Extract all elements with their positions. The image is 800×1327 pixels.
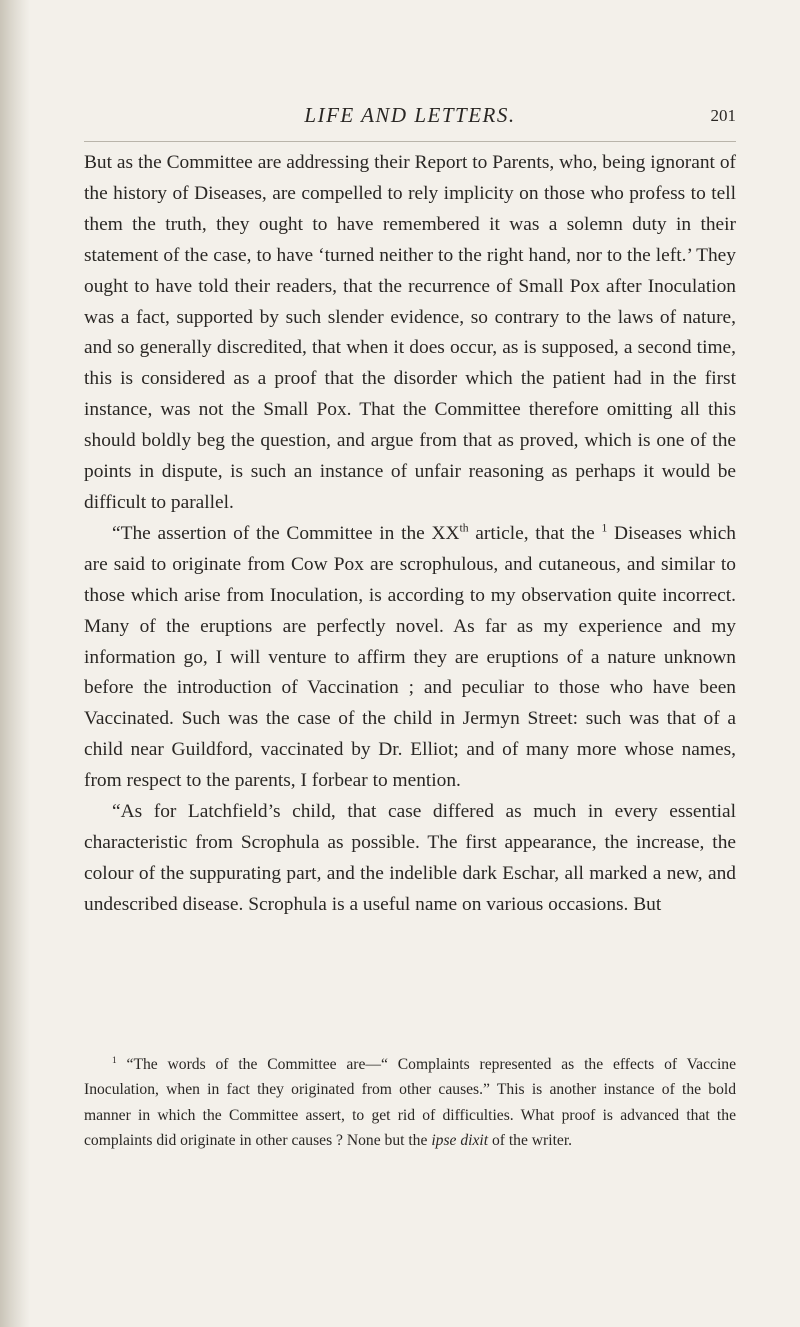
footnote-end: of the writer.	[488, 1132, 573, 1150]
running-title: LIFE AND LETTERS.	[304, 103, 516, 127]
footnotes	[84, 1052, 736, 1154]
footnote-mark: 1	[112, 1055, 117, 1066]
footnote-reference: 1	[601, 521, 608, 535]
page-number: 201	[710, 106, 736, 125]
paragraph-2-start: “The assertion of the Committee in the XX	[112, 522, 460, 544]
book-binding-shadow	[0, 0, 30, 1327]
header-rule	[84, 141, 736, 142]
footnote-1	[84, 1052, 736, 1154]
body-text	[84, 148, 736, 921]
ordinal-suffix: th	[459, 521, 469, 535]
paragraph-3: “As for Latchfield’s child, that case differed as much in every essential characteristic from Scrophula as possible. The first appearance, the increase, the colour of the suppurating part, and the indelible dark Eschar, all marked a new, and undescribed disease. Scrophula is a useful name on various occasions. But	[84, 801, 736, 915]
page-header	[84, 103, 736, 133]
paragraph-2-cont: article, that the	[468, 522, 595, 544]
footnote-text: “The words of the Committee are—“ Complaints represented as the effects of Vaccine Inoculation, when in fact they originated from other causes.” This is another instance of the bold manner in which the Committee assert, to get rid of difficulties. What proof is advanced that the complaints did originate in other causes ? None but the	[84, 1056, 736, 1150]
paragraph-1: But as the Committee are addressing their Report to Parents, who, being ignorant of the history of Diseases, are compelled to rely implicity on those who profess to tell them the truth, they ought to have remembered it was a solemn duty in their statement of the case, to have ‘turned neither to the right hand, nor to the left.’ They ought to have told their readers, that the recurrence of Small Pox after Inoculation was a fact, supported by such slender evidence, so contrary to the laws of nature, and so generally discredited, that when it does occur, as is supposed, a second time, this is considered as a proof that the disorder which the patient had in the first instance, was not the Small Pox. That the Committee therefore omitting all this should boldly beg the question, and argue from that as proved, which is one of the points in dispute, is such an instance of unfair reasoning as perhaps it would be difficult to parallel.	[84, 152, 736, 513]
paragraph-2	[84, 519, 736, 797]
paragraph-2-rest: Diseases which are said to originate from Cow Pox are scrophulous, and cutaneous, and similar to those which arise from Inoculation, is according to my observation quite incorrect. Many of the eruptions are perfectly novel. As far as my experience and my information go, I will venture to affirm they are eruptions of a nature unknown before the introduction of Vaccination ; and peculiar to those who have been Vaccinated. Such was the case of the child in Jermyn Street: such was that of a child near Guildford, vaccinated by Dr. Elliot; and of many more whose names, from respect to the parents, I forbear to mention.	[84, 522, 737, 792]
footnote-italic: ipse dixit	[431, 1132, 489, 1150]
